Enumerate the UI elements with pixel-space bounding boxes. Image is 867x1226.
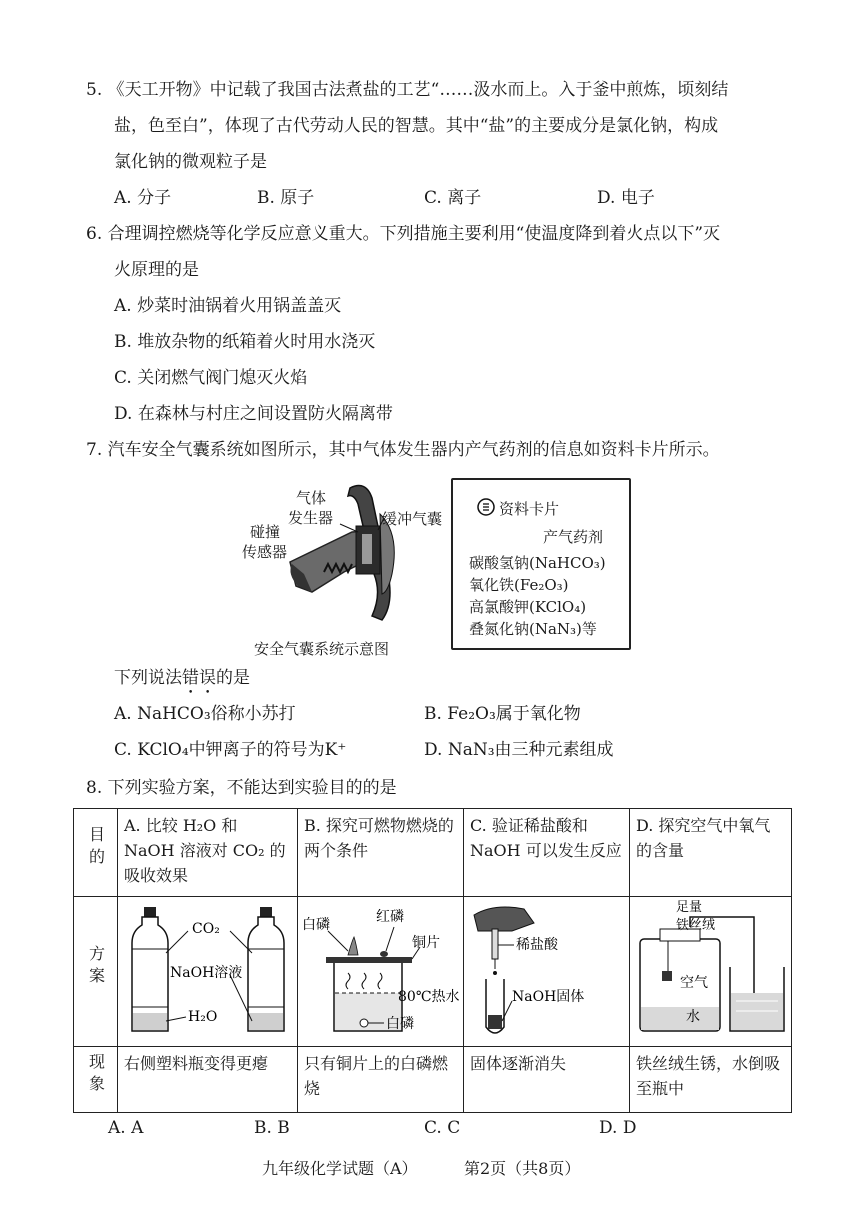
- label-h2o: H₂O: [188, 1009, 218, 1025]
- q8-option-b: B. B: [254, 1118, 290, 1138]
- resource-card: [451, 478, 631, 650]
- q7-prompt-post: 的是: [216, 668, 250, 688]
- acid-base-diagram: [464, 897, 630, 1045]
- oxygen-content-diagram: [630, 897, 792, 1045]
- label-white-phosphorus: 白磷: [302, 917, 330, 933]
- label-red-phosphorus: 红磷: [376, 909, 404, 925]
- q6-line-1: 6. 合理调控燃烧等化学反应意义重大。下列措施主要利用“使温度降到着火点以下”灭: [86, 224, 721, 244]
- label-gas-generator-1: 气体: [296, 489, 327, 507]
- label-white-phosphorus-2: 白磷: [386, 1016, 414, 1032]
- scheme-b: [298, 897, 464, 1047]
- table-row-phenomenon: [74, 1047, 792, 1113]
- label-co2: CO₂: [192, 921, 220, 937]
- purpose-b: B. 探究可燃物燃烧的两个条件: [298, 809, 464, 897]
- card-item: 高氯酸钾(KClO₄): [469, 598, 587, 616]
- purpose-a: A. 比较 H₂O 和 NaOH 溶液对 CO₂ 的吸收效果: [118, 809, 298, 897]
- scheme-d: [630, 897, 792, 1047]
- footer-page-number: 第2页（共8页）: [464, 1159, 581, 1178]
- q8-option-a: A. A: [108, 1118, 144, 1138]
- phenomenon-d: 铁丝绒生锈，水倒吸至瓶中: [630, 1047, 792, 1113]
- bottles-diagram: [118, 897, 298, 1045]
- q6-option-b: B. 堆放杂物的纸箱着火时用水浇灭: [114, 332, 376, 352]
- q8-line-1: 8. 下列实验方案，不能达到实验目的的是: [86, 778, 397, 798]
- label-iron-wool: 铁丝绒: [676, 918, 716, 933]
- figure-caption: 安全气囊系统示意图: [254, 640, 390, 658]
- label-sensor-2: 传感器: [242, 543, 288, 561]
- q5-line-2: 盐，色至白”，体现了古代劳动人民的智慧。其中“盐”的主要成分是氯化钠，构成: [114, 116, 719, 136]
- q5-option-a: A. 分子: [114, 188, 172, 208]
- row-label-scheme: 方案: [74, 897, 118, 1047]
- label-sufficient: 足量: [676, 900, 703, 915]
- q7-prompt-emphasis: 错误: [182, 668, 216, 688]
- table-row-purpose: [74, 809, 792, 897]
- purpose-c: C. 验证稀盐酸和 NaOH 可以发生反应: [464, 809, 630, 897]
- card-item: 碳酸氢钠(NaHCO₃): [469, 554, 606, 572]
- q6-line-2: 火原理的是: [114, 260, 199, 280]
- q5-line-1: 5. 《天工开物》中记载了我国古法煮盐的工艺“……汲水而上。入于釜中煎炼，顷刻结: [86, 80, 729, 100]
- label-gas-generator-2: 发生器: [288, 509, 334, 527]
- table-row-scheme: [74, 897, 792, 1047]
- label-naoh-solution: NaOH溶液: [170, 965, 243, 981]
- label-sensor-1: 碰撞: [250, 523, 281, 541]
- purpose-d: D. 探究空气中氧气的含量: [630, 809, 792, 897]
- experiment-table: [73, 808, 792, 1113]
- q5-option-d: D. 电子: [597, 188, 655, 208]
- label-air: 空气: [680, 975, 708, 991]
- combustion-diagram: [298, 897, 464, 1045]
- label-airbag: 缓冲气囊: [382, 510, 443, 528]
- label-naoh-solid: NaOH固体: [512, 989, 585, 1005]
- label-hot-water: 80℃热水: [398, 989, 460, 1005]
- q7-line-1: 7. 汽车安全气囊系统如图所示，其中气体发生器内产气药剂的信息如资料卡片所示。: [86, 440, 720, 460]
- q5-option-c: C. 离子: [424, 188, 482, 208]
- row-label-purpose: 目的: [74, 809, 118, 897]
- q5-line-3: 氯化钠的微观粒子是: [114, 152, 267, 172]
- q8-option-c: C. C: [424, 1118, 461, 1138]
- scheme-a: [118, 897, 298, 1047]
- phenomenon-b: 只有铜片上的白磷燃烧: [298, 1047, 464, 1113]
- q6-option-d: D. 在森林与村庄之间设置防火隔离带: [114, 404, 393, 424]
- card-title: 资料卡片: [499, 500, 560, 518]
- q7-prompt: [114, 660, 250, 698]
- footer-subject: 九年级化学试题（A）: [262, 1159, 418, 1178]
- card-item: 叠氮化钠(NaN₃)等: [469, 620, 597, 638]
- q7-option-c: C. KClO₄中钾离子的符号为K⁺: [114, 740, 347, 760]
- label-dilute-hcl: 稀盐酸: [516, 937, 558, 953]
- scheme-c: [464, 897, 630, 1047]
- card-item: 氧化铁(Fe₂O₃): [469, 576, 569, 594]
- q6-option-c: C. 关闭燃气阀门熄灭火焰: [114, 368, 308, 388]
- phenomenon-c: 固体逐渐消失: [464, 1047, 630, 1113]
- label-water: 水: [686, 1009, 700, 1025]
- q7-option-a: A. NaHCO₃俗称小苏打: [114, 704, 296, 724]
- q7-prompt-pre: 下列说法: [114, 668, 182, 688]
- label-copper-plate: 铜片: [412, 935, 440, 951]
- q7-option-d: D. NaN₃由三种元素组成: [424, 740, 614, 760]
- row-label-phenomenon: 现象: [74, 1047, 118, 1113]
- card-subtitle: 产气药剂: [543, 528, 604, 546]
- q8-option-d: D. D: [599, 1118, 637, 1138]
- q7-option-b: B. Fe₂O₃属于氧化物: [424, 704, 581, 724]
- airbag-system-figure: [232, 474, 446, 664]
- q6-option-a: A. 炒菜时油锅着火用锅盖盖灭: [114, 296, 342, 316]
- q5-option-b: B. 原子: [257, 188, 315, 208]
- document-icon: [477, 498, 495, 520]
- phenomenon-a: 右侧塑料瓶变得更瘪: [118, 1047, 298, 1113]
